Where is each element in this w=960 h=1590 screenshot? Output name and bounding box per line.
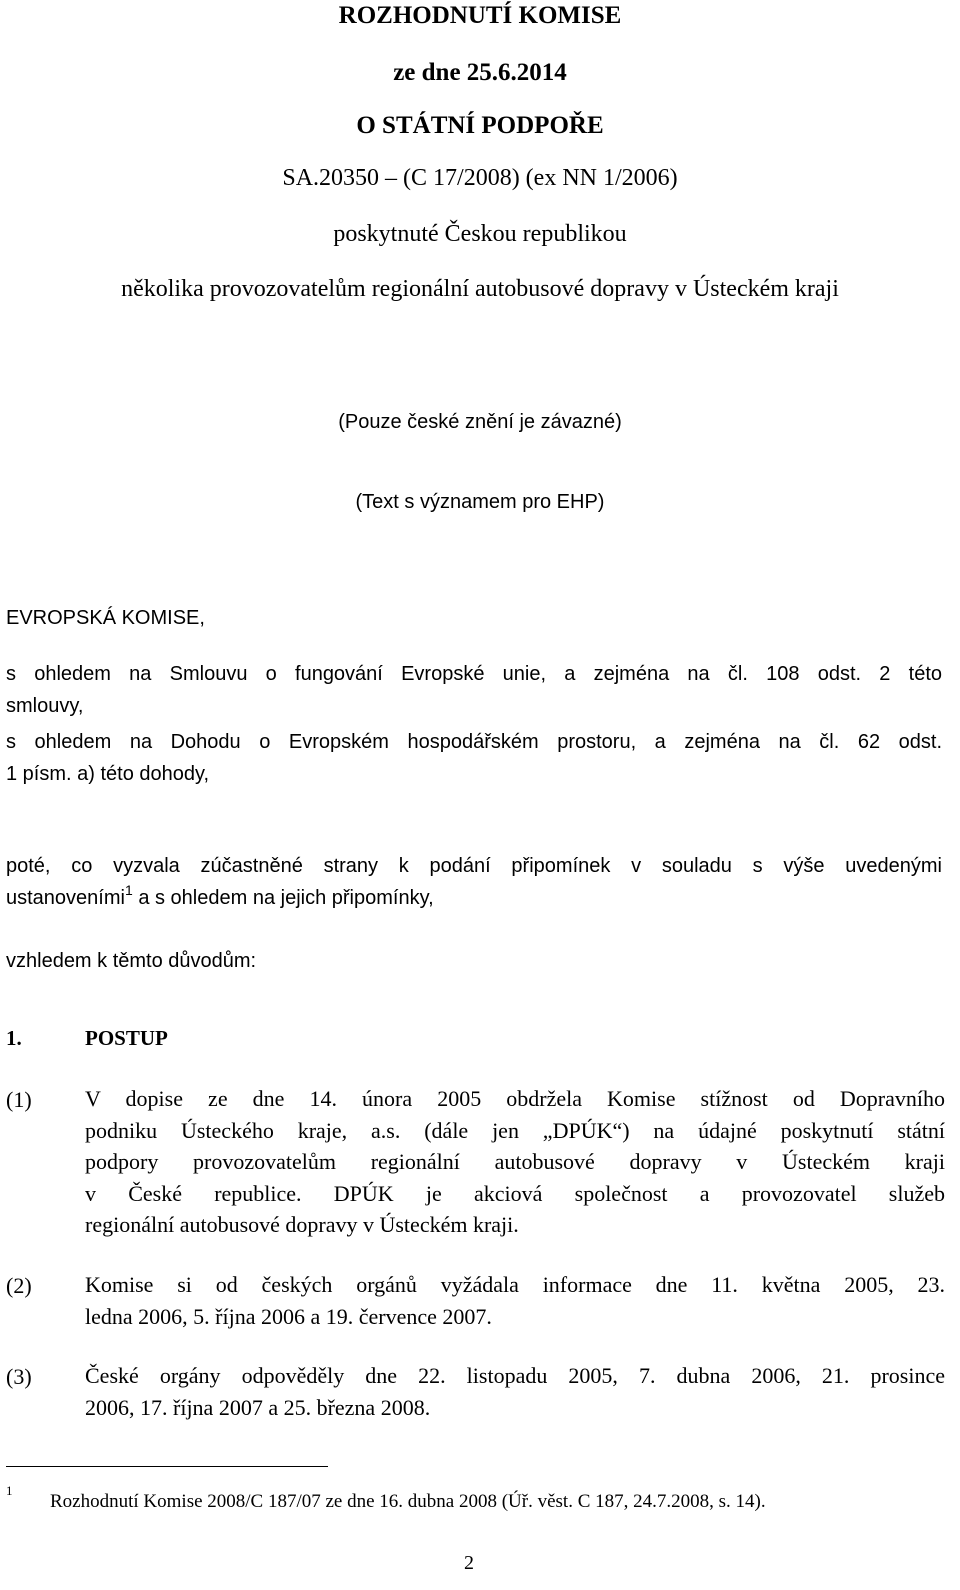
paragraph-3-line: České orgány odpověděly dne 22. listopadu 2005, 7. dubna 2006, 21. prosince (85, 1363, 945, 1388)
commission-label: EVROPSKÁ KOMISE, (6, 607, 205, 629)
footnote-reference[interactable]: 1 (124, 882, 133, 898)
decision-title: ROZHODNUTÍ KOMISE (338, 2, 622, 29)
paragraph-1 (85, 1083, 945, 1241)
recital-tfeu-line1: s ohledem na Smlouvu o fungování Evropské unie, a zejména na čl. 108 odst. 2 této (6, 663, 942, 685)
paragraph-2-line: Komise si od českých orgánů vyžádala informace dne 11. května 2005, 23. (85, 1272, 945, 1297)
eea-relevance-note: (Text s významem pro EHP) (355, 491, 605, 513)
recital-eea (6, 726, 942, 790)
paragraph-2-line: ledna 2006, 5. října 2006 a 19. července 2007. (85, 1303, 492, 1329)
paragraph-1-number: (1) (6, 1087, 32, 1112)
recital-comments-text-b: a s ohledem na jejich připomínky, (132, 887, 434, 909)
recital-comments-line1: poté, co vyzvala zúčastněné strany k podání připomínek v souladu s výše uvedenými (6, 855, 942, 877)
decision-subject: O STÁTNÍ PODPOŘE (356, 112, 604, 139)
recital-comments (6, 850, 942, 914)
section-title: POSTUP (85, 1026, 168, 1050)
paragraph-2-number: (2) (6, 1273, 32, 1298)
paragraph-1-line: regionální autobusové dopravy v Ústeckém kraji. (85, 1212, 519, 1237)
recital-comments-line2 (6, 882, 942, 914)
recital-eea-line1: s ohledem na Dohodu o Evropském hospodářském prostoru, a zejména na čl. 62 odst. (6, 731, 942, 753)
case-number: SA.20350 – (C 17/2008) (ex NN 1/2006) (282, 165, 678, 191)
footnote-separator (6, 1466, 328, 1467)
recital-comments-text-a: ustanoveními (6, 887, 125, 909)
paragraph-1-line: podniku Ústeckého kraje, a.s. (dále jen „DPÚK“) na údajné poskytnutí státní (85, 1117, 945, 1143)
paragraph-1-line: V dopise ze dne 14. února 2005 obdržela Komise stížnost od Dopravního (85, 1086, 945, 1111)
page-number: 2 (464, 1552, 474, 1574)
granted-by: poskytnuté Českou republikou (333, 221, 627, 247)
footnote-marker: 1 (6, 1483, 13, 1498)
paragraph-1-line: v České republice. DPÚK je akciová společnost a provozovatel služeb (85, 1180, 945, 1206)
binding-language-note: (Pouze české znění je závazné) (338, 411, 622, 433)
recipients: několika provozovatelům regionální autobusové dopravy v Ústeckém kraji (121, 276, 839, 302)
paragraph-3-number: (3) (6, 1364, 32, 1389)
paragraph-3-line: 2006, 17. října 2007 a 25. března 2008. (85, 1394, 431, 1420)
reasons-intro: vzhledem k těmto důvodům: (6, 950, 257, 972)
section-number: 1. (6, 1026, 22, 1050)
paragraph-1-line: podpory provozovatelům regionální autobusové dopravy v Ústeckém kraji (85, 1149, 945, 1174)
decision-date: ze dne 25.6.2014 (393, 59, 567, 86)
paragraph-2 (85, 1269, 945, 1332)
recital-tfeu (6, 658, 942, 722)
footnote-text: Rozhodnutí Komise 2008/C 187/07 ze dne 16. dubna 2008 (Úř. věst. C 187, 24.7.2008, s. 14). (50, 1491, 766, 1512)
recital-tfeu-line2: smlouvy, (6, 695, 84, 717)
recital-eea-line2: 1 písm. a) této dohody, (6, 763, 210, 785)
paragraph-3 (85, 1360, 945, 1423)
